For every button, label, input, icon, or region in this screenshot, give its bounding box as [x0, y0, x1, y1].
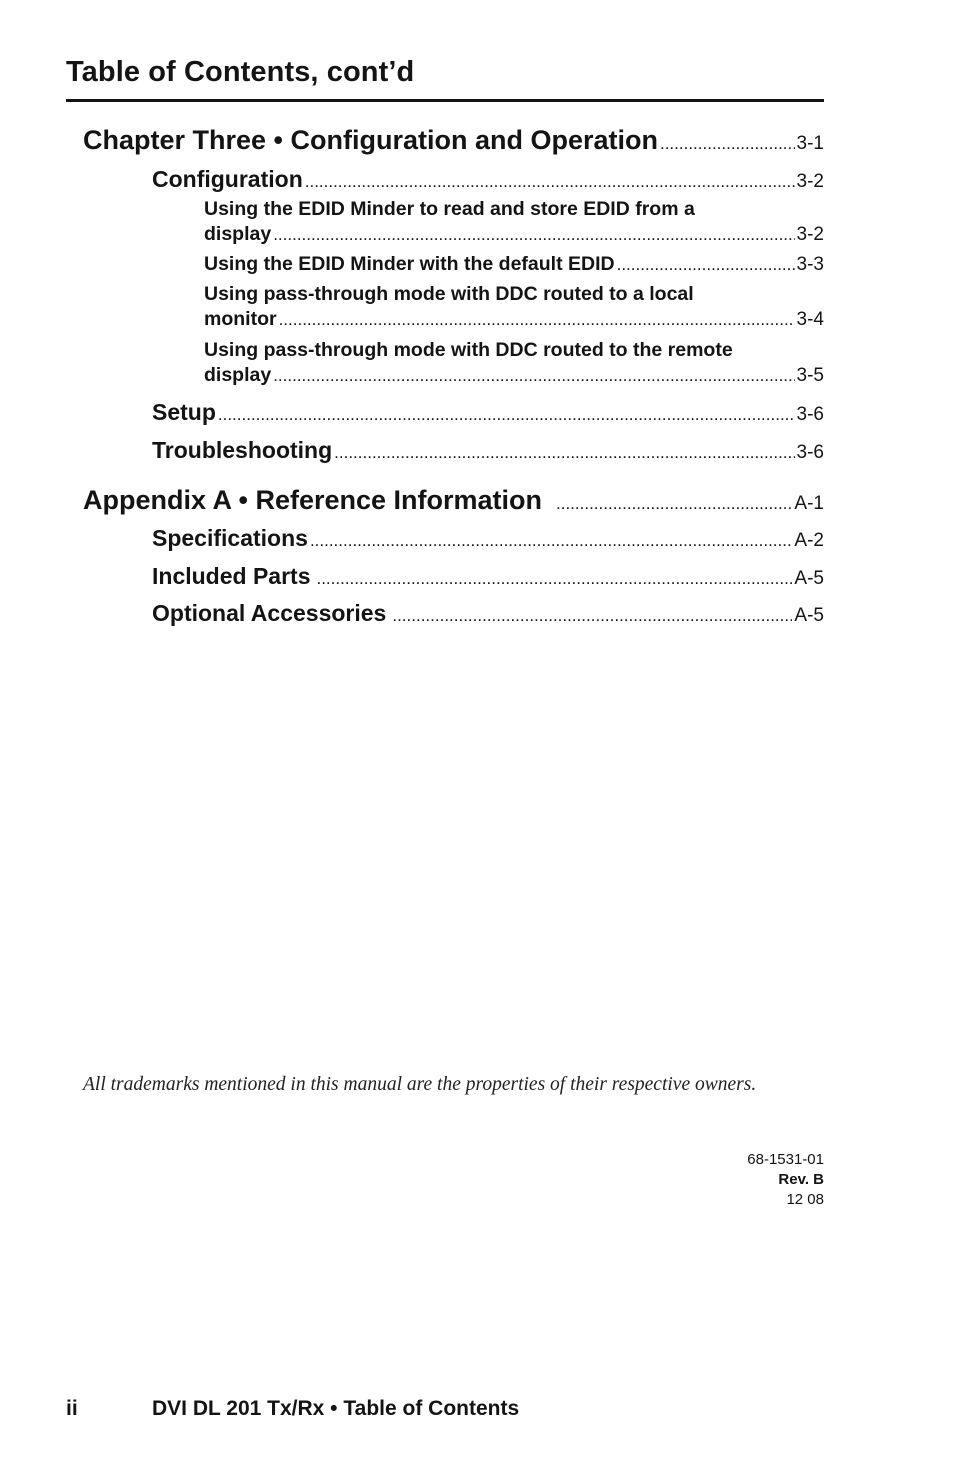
toc-item-optional-accessories[interactable] [152, 600, 824, 627]
dot-leader [316, 569, 792, 589]
toc-item-troubleshooting[interactable] [152, 437, 824, 464]
dot-leader [660, 134, 795, 154]
toc-entry-page: A-2 [794, 530, 824, 551]
toc-entry-title: Included Parts [152, 563, 311, 589]
document-info [747, 1150, 824, 1210]
toc-entry-page: 3-6 [796, 404, 824, 425]
dot-leader [556, 494, 792, 514]
dot-leader [392, 606, 792, 626]
toc-entry-page: 3-1 [796, 133, 824, 154]
toc-subitem-edid-default[interactable] [204, 253, 824, 276]
part-number: 68-1531-01 [747, 1151, 824, 1168]
toc-subitem-title-line1[interactable]: Using pass-through mode with DDC routed to a local [204, 283, 694, 305]
trademark-notice: All trademarks mentioned in this manual are the properties of their respective owners. [83, 1074, 757, 1095]
toc-chapter-three[interactable] [83, 125, 824, 156]
toc-entry-page: A-5 [794, 605, 824, 626]
dot-leader [617, 255, 795, 275]
toc-entry-title: Optional Accessories [152, 600, 387, 626]
dot-leader [218, 405, 795, 425]
dot-leader [310, 531, 792, 551]
toc-entry-page: 3-4 [796, 309, 824, 330]
toc-entry-title: Troubleshooting [152, 437, 333, 463]
page-title: Table of Contents, cont’d [66, 56, 415, 88]
dot-leader [305, 172, 795, 192]
toc-entry-title: Appendix A • Reference Information [83, 485, 543, 515]
toc-entry-title: display [204, 364, 272, 386]
toc-item-setup[interactable] [152, 399, 824, 426]
toc-subitem-passthrough-remote[interactable] [204, 364, 824, 387]
toc-entry-page: 3-5 [796, 365, 824, 386]
toc-entry-title: Specifications [152, 525, 308, 551]
revision-date: 12 08 [786, 1191, 824, 1208]
toc-entry-page: A-1 [794, 493, 824, 514]
toc-item-included-parts[interactable] [152, 563, 824, 590]
revision: Rev. B [778, 1171, 824, 1188]
toc-entry-title: Configuration [152, 166, 303, 192]
heading-divider [66, 99, 824, 102]
toc-subitem-passthrough-local[interactable] [204, 308, 824, 331]
dot-leader [273, 225, 794, 245]
toc-entry-page: 3-3 [796, 254, 824, 275]
toc-entry-page: 3-2 [796, 224, 824, 245]
toc-appendix-a[interactable] [83, 485, 824, 516]
toc-subitem-title-line1[interactable]: Using pass-through mode with DDC routed to the remote [204, 339, 733, 361]
toc-entry-title: Using the EDID Minder with the default EDID [204, 253, 615, 275]
toc-entry-page: 3-6 [796, 442, 824, 463]
toc-entry-title: Chapter Three • Configuration and Operation [83, 125, 658, 155]
footer-page-number: ii [66, 1397, 78, 1420]
toc-item-configuration[interactable] [152, 166, 824, 193]
footer-title: DVI DL 201 Tx/Rx • Table of Contents [152, 1397, 520, 1420]
toc-entry-title: Setup [152, 399, 216, 425]
toc-subitem-title-line1[interactable]: Using the EDID Minder to read and store EDID from a [204, 198, 695, 220]
toc-entry-title: display [204, 223, 272, 245]
toc-entry-page: 3-2 [796, 171, 824, 192]
toc-item-specifications[interactable] [152, 525, 824, 552]
toc-entry-title: monitor [204, 308, 277, 330]
toc-entry-page: A-5 [794, 568, 824, 589]
dot-leader [334, 443, 794, 463]
dot-leader [273, 366, 794, 386]
toc-subitem-edid-read-store[interactable] [204, 223, 824, 246]
dot-leader [279, 310, 795, 330]
